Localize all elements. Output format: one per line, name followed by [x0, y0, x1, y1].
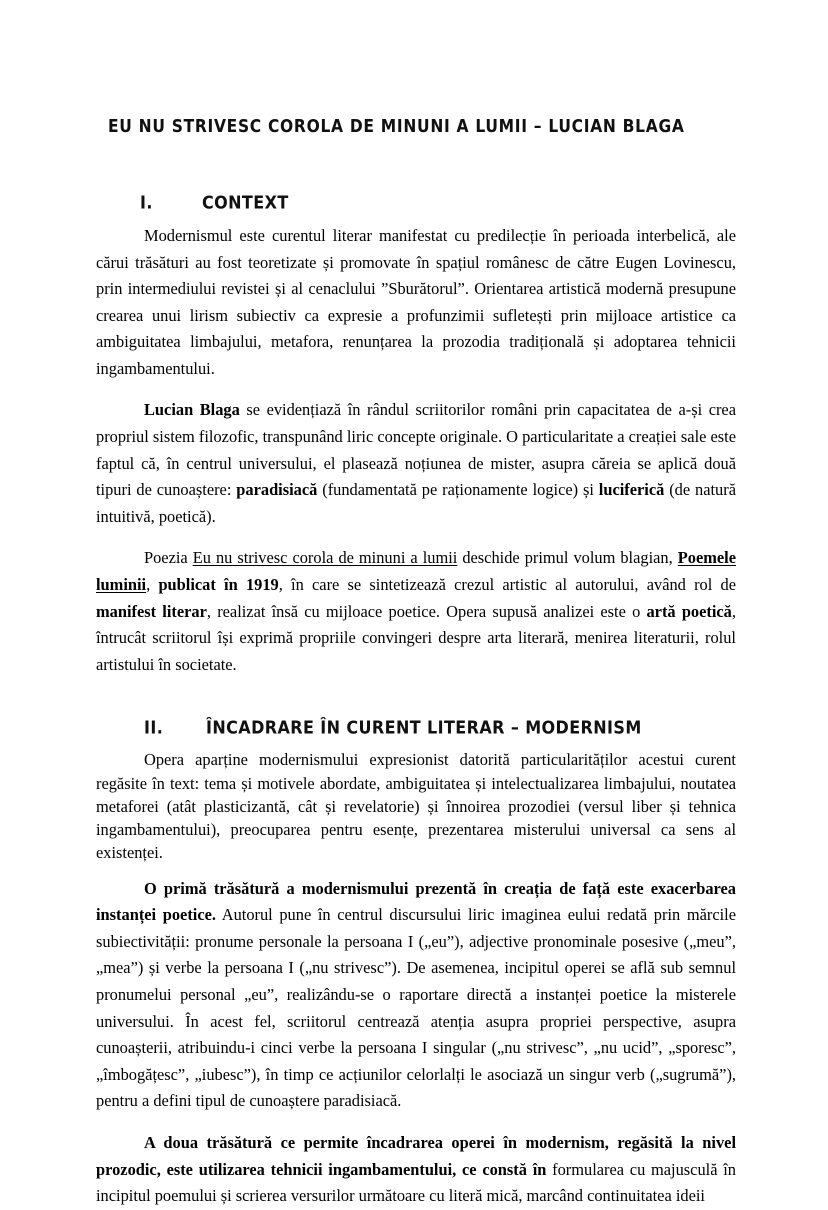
emphasis-run: artă poetică — [646, 601, 732, 621]
section-numeral: I. — [140, 192, 153, 213]
section-heading-modernism — [96, 717, 736, 738]
section-heading-text: CONTEXT — [202, 192, 289, 213]
paragraph: Lucian Blaga se evidențiază în rândul scriitorilor români prin capacitatea de a-și crea propriul sistem filozofic, transpunând liric concepte originale. O particularitate a creației sale este faptul că, în centrul universului, el plasează noțiunea de mister, asupra căreia se aplică două tipuri de cunoaștere: paradisiacă (fundamentată pe raționamente logice) și luciferică (de natură intuitivă, poetică). — [96, 400, 736, 526]
section-heading-text: ÎNCADRARE ÎN CURENT LITERAR – MODERNISM — [206, 717, 642, 739]
emphasis-run: paradisiacă — [236, 480, 318, 500]
paragraph: A doua trăsătură ce permite încadrarea operei în modernism, regăsită la nivel prozodic, este utilizarea tehnicii ingambamentului, ce constă în formularea cu majusculă în incipitul poemului și scrierea versurilor următoare cu literă mică, marcând continuitatea ideii — [96, 1132, 736, 1206]
emphasis-run: publicat în 1919 — [158, 574, 279, 594]
emphasis-run: A doua trăsătură ce permite încadrarea operei în modernism, regăsită la nivel prozodic, este utilizarea tehnicii ingambamentului, ce constă în — [96, 1132, 736, 1179]
emphasis-run: manifest literar — [96, 601, 207, 621]
paragraph: Opera aparține modernismului expresionist datorită particularităților acestui curent regăsite în text: tema și motivele abordate, ambiguitatea și intelectualizarea limbajului, noutatea metaforei (atât plasticizantă, cât și revelatorie) și înnoirea prozodiei (versul liber și tehnica ingambamentului), preocuparea pentru esențe, prezentarea misterului universal ca sens al existenței. — [96, 750, 736, 863]
page-title: EU NU STRIVESC COROLA DE MINUNI A LUMII – LUCIAN BLAGA — [108, 116, 685, 137]
emphasis-run: O primă trăsătură a modernismului prezentă în creația de față este exacerbarea instanței poetice. — [96, 878, 736, 925]
section-heading-context — [96, 192, 736, 213]
paragraph: Poezia Eu nu strivesc corola de minuni a lumii deschide primul volum blagian, Poemele luminii, publicat în 1919, în care se sintetizează crezul artistic al autorului, având rol de manifest literar, realizat însă cu mijloace poetice. Opera supusă analizei este o artă poetică, întrucât scriitorul își exprimă propriile convingeri despre arta literară, menirea literaturii, rolul artistului în societate. — [96, 548, 736, 674]
section-numeral: II. — [144, 717, 164, 739]
emphasis-run: Lucian Blaga — [144, 400, 240, 420]
document-content — [96, 0, 736, 1210]
emphasis-run: Poemele luminii — [96, 548, 736, 594]
paragraph: O primă trăsătură a modernismului prezentă în creația de față este exacerbarea instanței poetice. Autorul pune în centrul discursului liric imaginea eului redată prin mărcile subiectivității: pronume personale la persoana I („eu”), adjective pronominale posesive („meu”, „mea”) și verbe la persoana I („nu strivesc”). De asemenea, incipitul operei se află sub semnul pronumelui personal „eu”, realizându-se o raportare directă a instanței poetice la misterele universului. În acest fel, scriitorul centrează atenția asupra propriei perspective, asupra cunoașterii, atribuindu-i cinci verbe la persoana I singular („nu strivesc”, „nu ucid”, „sporesc”, „îmbogățesc”, „iubesc”), în timp ce acțiunilor celorlalți le asociază un singur verb („sugrumă”), pentru a defini tipul de cunoaștere paradisiacă. — [96, 878, 736, 1111]
emphasis-run: luciferică — [598, 480, 665, 500]
paragraph: Modernismul este curentul literar manifestat cu predilecție în perioada interbelică, ale cărui trăsături au fost teoretizate și promovate în spațiul românesc de către Eugen Lovinescu, prin intermediului revistei și al cenaclului ”Sburătorul”. Orientarea artistică modernă presupune crearea unui lirism subiectiv ca expresie a profunzimii sufletești prin mijloace artistice ca ambiguitatea limbajului, metafora, renunțarea la prozodia tradițională și adoptarea tehnicii ingambamentului. — [96, 226, 736, 378]
emphasis-run: Eu nu strivesc corola de minuni a lumii — [192, 548, 458, 568]
